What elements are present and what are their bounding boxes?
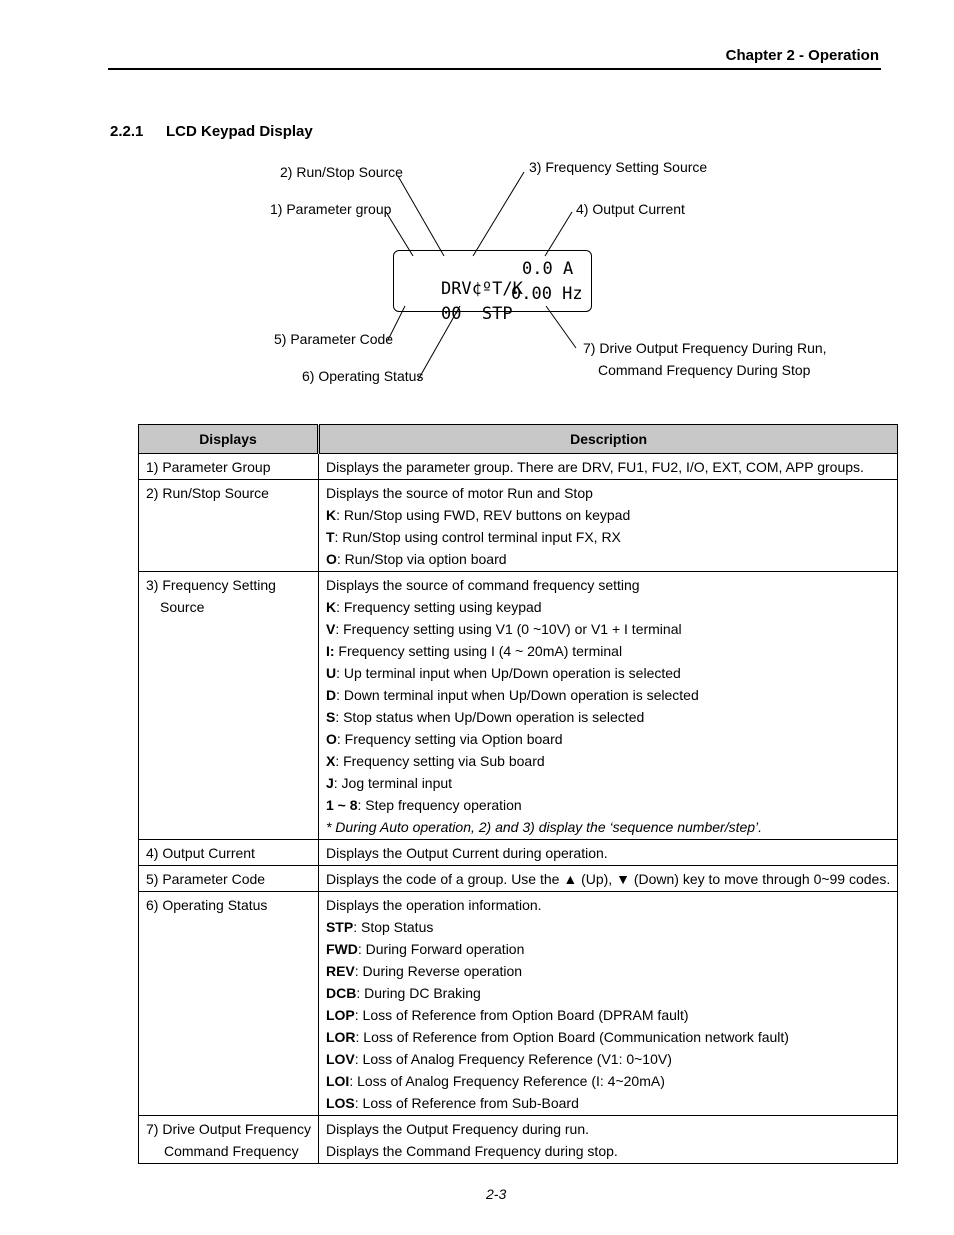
code-key: J [325,775,334,791]
description-line [326,456,890,478]
callout-parameter-group: 1) Parameter group [270,201,392,217]
display-cell [139,572,319,840]
code-key: X [325,753,336,769]
display-label: 2) Run/Stop Source [146,485,269,501]
table-row [139,866,898,892]
description-text: : Down terminal input when Up/Down operation is selected [336,687,699,703]
code-key: O [325,731,337,747]
callout-parameter-code: 5) Parameter Code [274,331,394,347]
description-text: Displays the source of command frequency setting [325,577,640,593]
description-line [326,794,890,816]
description-line [326,816,890,838]
description-cell [318,1116,897,1164]
description-line [326,750,890,772]
description-line [326,618,890,640]
header-description: Description [318,425,897,454]
code-key: U [325,665,337,681]
description-text: Displays the Output Current during operation. [325,845,608,861]
description-line [326,960,890,982]
callout-drive-output-line2: Command Frequency During Stop [598,362,811,378]
description-text: : Jog terminal input [333,775,453,791]
description-text: : During DC Braking [356,985,481,1001]
description-line [326,482,890,504]
description-text: : Run/Stop using control terminal input FX, RX [334,529,621,545]
display-cell [139,892,319,1116]
lcd-line2-right: 0.00 Hz [511,284,583,304]
callout-operating-status: 6) Operating Status [302,368,424,384]
description-line [326,1118,890,1140]
code-key: LOR [325,1029,356,1045]
description-line [326,662,890,684]
table-row [139,892,898,1116]
section-number: 2.2.1 [110,123,144,140]
description-text: : Loss of Reference from Sub-Board [354,1095,579,1111]
lcd-line-2 [400,284,583,364]
table-row [139,572,898,840]
code-key: S [325,709,336,725]
description-cell [318,454,897,480]
display-label: 4) Output Current [146,845,255,861]
display-description-table [138,424,898,1164]
code-key: 1 ~ 8 [325,797,358,813]
description-line [326,548,890,570]
description-text: * During Auto operation, 2) and 3) display the ‘sequence number/step’. [325,819,763,835]
display-cell [139,454,319,480]
description-text: : Up terminal input when Up/Down operation is selected [336,665,681,681]
header-displays: Displays [139,425,319,454]
table-row [139,1116,898,1164]
description-text: : Run/Stop using FWD, REV buttons on keypad [336,507,631,523]
description-text: : Step frequency operation [357,797,522,813]
page-number: 2-3 [486,1186,507,1202]
description-line [326,1070,890,1092]
description-text: : Stop Status [353,919,434,935]
callout-frequency-setting-source: 3) Frequency Setting Source [529,159,708,175]
description-line [326,728,890,750]
code-key: LOV [325,1051,355,1067]
display-cell [139,840,319,866]
lcd-line1-left: DRV¢ºT/K [440,279,523,299]
code-key: K [325,599,337,615]
description-text: Displays the parameter group. There are DRV, FU1, FU2, I/O, EXT, COM, APP groups. [325,459,864,475]
lcd-line2-left: 00 STP [440,304,513,324]
display-cell [139,480,319,572]
leader-run-stop [398,176,444,256]
description-text: Displays the Command Frequency during stop. [325,1143,618,1159]
display-cell [139,866,319,892]
code-key: O [325,551,337,567]
description-text: : Loss of Analog Frequency Reference (V1: 0~10V) [354,1051,672,1067]
description-line [326,640,890,662]
description-text: Displays the code of a group. Use the ▲ (Up), ▼ (Down) key to move through 0~99 codes. [325,871,891,887]
description-text: : Loss of Reference from Option Board (DPRAM fault) [354,1007,689,1023]
callout-run-stop-source: 2) Run/Stop Source [280,164,403,180]
description-line [326,1026,890,1048]
code-key: I: [325,643,335,659]
description-line [326,1140,890,1162]
code-key: T [325,529,335,545]
description-line [326,684,890,706]
description-line [326,938,890,960]
description-text: Displays the operation information. [325,897,542,913]
display-label: Source [160,599,205,615]
code-key: D [325,687,337,703]
display-label: 7) Drive Output Frequency [146,1121,311,1137]
description-text: Displays the source of motor Run and Stop [325,485,593,501]
description-cell [318,866,897,892]
description-line [326,504,890,526]
description-text: : During Forward operation [357,941,525,957]
description-cell [318,840,897,866]
description-line [326,574,890,596]
display-label: 6) Operating Status [146,897,268,913]
description-line [326,596,890,618]
code-key: K [325,507,337,523]
description-line [326,868,890,890]
leader-freq-source [473,172,524,256]
code-key: REV [325,963,355,979]
description-text: : Loss of Analog Frequency Reference (I: 4~20mA) [349,1073,665,1089]
description-text: : Stop status when Up/Down operation is selected [335,709,645,725]
description-line [326,916,890,938]
code-key: V [325,621,336,637]
description-line [326,842,890,864]
callout-output-current: 4) Output Current [576,201,685,217]
description-line [326,1092,890,1114]
description-line [326,894,890,916]
description-text: Displays the Output Frequency during run. [325,1121,589,1137]
description-text: : Frequency setting using keypad [336,599,542,615]
lcd-line1-right: 0.0 A [522,259,574,279]
description-line [326,1048,890,1070]
description-text: Frequency setting using I (4 ~ 20mA) terminal [334,643,623,659]
description-line [326,982,890,1004]
leader-drive-output [546,306,576,348]
display-cell [139,1116,319,1164]
description-text: : During Reverse operation [354,963,523,979]
display-label: 1) Parameter Group [146,459,271,475]
description-cell [318,892,897,1116]
table-row [139,480,898,572]
description-text: : Frequency setting via Sub board [335,753,545,769]
description-text: : Run/Stop via option board [336,551,507,567]
code-key: LOI [325,1073,350,1089]
description-line [326,1004,890,1026]
lcd-display [393,250,592,324]
code-key: DCB [325,985,357,1001]
section-title: LCD Keypad Display [166,123,313,140]
description-cell [318,480,897,572]
table-header-row [139,425,898,454]
description-cell [318,572,897,840]
table-row [139,840,898,866]
description-line [326,526,890,548]
display-label: Command Frequency [164,1143,299,1159]
code-key: LOP [325,1007,355,1023]
table-row [139,454,898,480]
description-text: : Loss of Reference from Option Board (Communication network fault) [355,1029,789,1045]
description-text: : Frequency setting via Option board [336,731,563,747]
code-key: STP [325,919,354,935]
display-label: 5) Parameter Code [146,871,266,887]
description-line [326,772,890,794]
callout-drive-output-line1: 7) Drive Output Frequency During Run, [583,340,827,356]
code-key: FWD [325,941,358,957]
description-text: : Frequency setting using V1 (0 ~10V) or V1 + I terminal [335,621,682,637]
description-line [326,706,890,728]
display-label: 3) Frequency Setting [146,577,276,593]
chapter-title: Chapter 2 - Operation [725,47,879,64]
code-key: LOS [325,1095,355,1111]
